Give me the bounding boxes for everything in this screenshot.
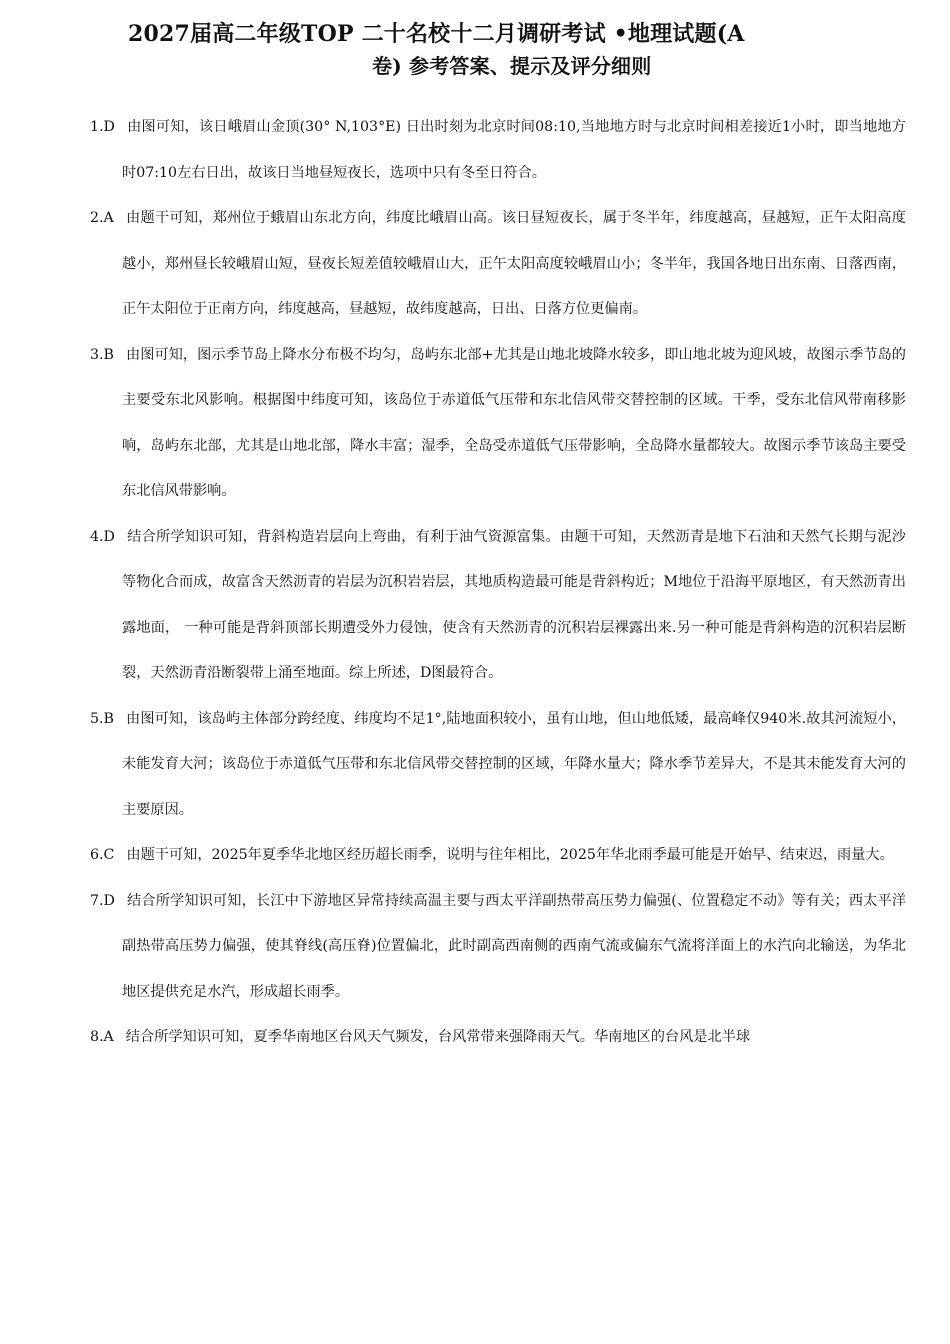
answer-explanation: 结合所学知识可知，背斜构造岩层向上弯曲，有利于油气资源富集。由题干可知，天然沥青是地下石油和天然气长期与泥沙等物化合而成，故富含天然沥青的岩层为沉积岩岩层，其地质构造最可能是背斜构近；M地位于沿海平原地区，有天然沥青出露地面， 一种可能是背斜顶部长期遭受外力侵蚀，使含有天然沥青的沉积岩层裸露出来.另一种可能是背斜构造的沉积岩层断裂，天然沥青沿断裂带上涌至地面。综上所述，D图最符合。 xyxy=(122,528,906,681)
answer-item-1 xyxy=(90,105,906,196)
answer-explanation: 由图可知，该岛屿主体部分跨经度、纬度均不足1°,陆地面积较小，虽有山地，但山地低矮，最高峰仅940米.故其河流短小，未能发育大河；该岛位于赤道低气压带和东北信风带交替控制的区域，年降水量大；降水季节差异大，不是其未能发育大河的主要原因。 xyxy=(122,710,906,818)
answer-item-6 xyxy=(90,833,906,879)
answer-explanation: 由图可知，该日峨眉山金顶(30° N,103°E) 日出时刻为北京时间08:10,当地地方时与北京时间相差接近1小时，即当地地方时07:10左右日出，故该日当地昼短夜长，选项中只有冬至日符合。 xyxy=(122,119,906,181)
answer-explanation: 结合所学知识可知，夏季华南地区台风天气频发，台风常带来强降雨天气。华南地区的台风是北半球 xyxy=(125,1029,751,1045)
answer-number: 5.B xyxy=(90,710,114,727)
answer-number: 3.B xyxy=(90,346,114,363)
answer-item-5 xyxy=(90,697,906,834)
answer-item-3 xyxy=(90,333,906,515)
answer-item-8 xyxy=(90,1015,906,1061)
answer-number: 8.A xyxy=(90,1029,114,1045)
answer-explanation: 由图可知，图示季节岛上降水分布极不均匀，岛屿东北部+尤其是山地北坡降水较多，即山地北坡为迎风坡，故图示季节岛的主要受东北风影响。根据图中纬度可知，该岛位于赤道低气压带和东北信风带交替控制的区域。干季，受东北信风带南移影响，岛屿东北部，尤其是山地北部，降水丰富；湿季，全岛受赤道低气压带影响，全岛降水量都较大。故图示季节该岛主要受东北信风带影响。 xyxy=(122,346,906,499)
answer-item-2 xyxy=(90,196,906,333)
title-line-1: 2027届高二年级TOP 二十名校十二月调研考试 •地理试题(A xyxy=(128,21,745,47)
answer-explanation: 由题干可知，2025年夏季华北地区经历超长雨季，说明与往年相比，2025年华北雨季最可能是开始早、结束迟，雨量大。 xyxy=(126,847,894,863)
answer-explanation: 由题干可知，郑州位于蛾眉山东北方向，纬度比峨眉山高。该日昼短夜长，属于冬半年，纬度越高，昼越短，正午太阳高度越小，郑州昼长较峨眉山短，昼夜长短差值较峨眉山大，正午太阳高度较峨眉山小；冬半年，我国各地日出东南、日落西南，正午太阳位于正南方向，纬度越高，昼越短，故纬度越高，日出、日落方位更偏南。 xyxy=(122,210,906,317)
page-title xyxy=(128,18,848,82)
answer-number: 2.A xyxy=(90,210,114,226)
answer-item-4 xyxy=(90,515,906,697)
answer-number: 6.C xyxy=(90,847,115,863)
answer-item-7 xyxy=(90,879,906,1016)
answer-number: 7.D xyxy=(90,892,115,909)
answer-explanation: 结合所学知识可知，长江中下游地区异常持续高温主要与西太平洋副热带高压势力偏强(、位置稳定不动》等有关；西太平洋副热带高压势力偏强，使其脊线(高压脊)位置偏北，此时副高西南侧的西南气流或偏东气流将洋面上的水汽向北输送，为华北地区提供充足水汽，形成超长雨季。 xyxy=(122,892,906,1000)
answer-list xyxy=(90,105,906,1061)
answer-number: 4.D xyxy=(90,528,115,545)
title-line-2: 卷) 参考答案、提示及评分细则 xyxy=(372,54,652,78)
answer-number: 1.D xyxy=(90,119,115,135)
